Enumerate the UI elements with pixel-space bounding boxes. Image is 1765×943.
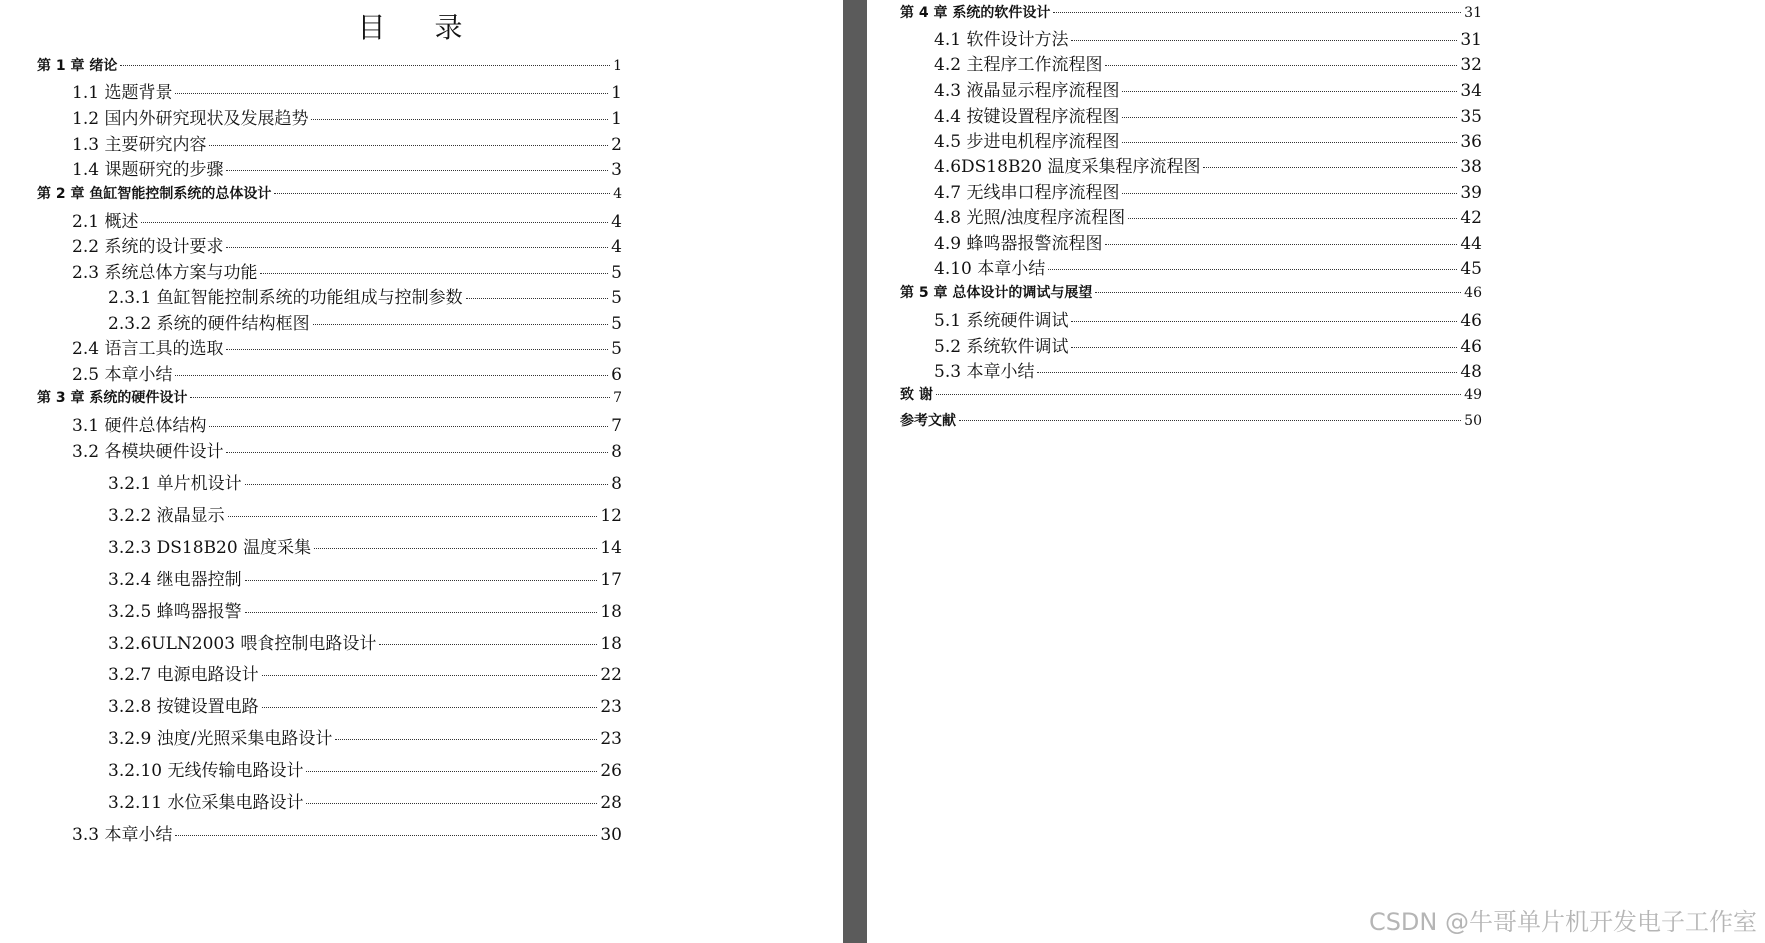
csdn-watermark: CSDN @牛哥单片机开发电子工作室 — [1368, 908, 1757, 936]
toc-entry-page: 42 — [1460, 208, 1482, 228]
toc-dot-leader — [175, 835, 597, 836]
toc-dot-leader — [141, 222, 608, 223]
toc-entry-page: 5 — [611, 314, 622, 334]
toc-entry[interactable] — [934, 203, 1482, 228]
toc-title: 目 录 — [357, 11, 483, 44]
toc-dot-leader — [228, 516, 598, 517]
toc-entry[interactable] — [900, 282, 1482, 302]
toc-entry-title: 3.2.4 继电器控制 — [108, 570, 242, 590]
toc-entry-page: 39 — [1460, 183, 1482, 203]
toc-entry-page: 4 — [611, 237, 622, 257]
toc-entry[interactable] — [108, 756, 622, 781]
toc-entry[interactable] — [72, 411, 622, 436]
toc-entry-title: 3.3 本章小结 — [72, 825, 173, 845]
toc-entry[interactable] — [72, 232, 622, 257]
toc-entry-title: 2.1 概述 — [72, 212, 139, 232]
toc-entry[interactable] — [72, 130, 622, 155]
toc-dot-leader — [959, 420, 1461, 421]
toc-dot-leader — [379, 644, 597, 645]
toc-entry[interactable] — [934, 229, 1482, 254]
toc-entry-page: 1 — [611, 83, 622, 103]
toc-entry[interactable] — [72, 155, 622, 180]
toc-dot-leader — [245, 580, 598, 581]
toc-entry-title: 4.5 步进电机程序流程图 — [934, 132, 1120, 152]
toc-entry-page: 45 — [1460, 259, 1482, 279]
toc-entry-title: 5.2 系统软件调试 — [934, 337, 1069, 357]
toc-entry-title: 4.3 液晶显示程序流程图 — [934, 81, 1120, 101]
toc-entry[interactable] — [108, 469, 622, 494]
toc-entry[interactable] — [108, 788, 622, 813]
toc-entry-title: 3.2.11 水位采集电路设计 — [108, 793, 304, 813]
toc-entry-title: 4.4 按键设置程序流程图 — [934, 107, 1120, 127]
toc-entry-title: 5.1 系统硬件调试 — [934, 311, 1069, 331]
toc-entry-page: 46 — [1460, 337, 1482, 357]
toc-dot-leader — [466, 298, 609, 299]
toc-dot-leader — [274, 193, 610, 194]
toc-dot-leader — [226, 247, 608, 248]
toc-entry-page: 18 — [600, 602, 622, 622]
toc-entry-title: 3.2.8 按键设置电路 — [108, 697, 259, 717]
toc-dot-leader — [1122, 142, 1457, 143]
toc-entry-page: 31 — [1460, 30, 1482, 50]
toc-entry[interactable] — [108, 533, 622, 558]
toc-entry[interactable] — [72, 78, 622, 103]
toc-entry-page: 17 — [600, 570, 622, 590]
toc-entry-page: 14 — [600, 538, 622, 558]
toc-entry-title: 第 1 章 绪论 — [37, 58, 118, 74]
toc-entry[interactable] — [934, 178, 1482, 203]
toc-entry-title: 3.2.6ULN2003 喂食控制电路设计 — [108, 634, 377, 654]
toc-dot-leader — [260, 273, 608, 274]
toc-entry[interactable] — [900, 2, 1482, 22]
toc-entry-title: 第 5 章 总体设计的调试与展望 — [900, 285, 1093, 301]
toc-entry-title: 2.4 语言工具的选取 — [72, 339, 224, 359]
toc-dot-leader — [313, 324, 609, 325]
toc-entry-page: 8 — [611, 442, 622, 462]
toc-entry-title: 4.9 蜂鸣器报警流程图 — [934, 234, 1103, 254]
toc-entry-title: 2.3.1 鱼缸智能控制系统的功能组成与控制参数 — [108, 288, 463, 308]
toc-entry[interactable] — [72, 207, 622, 232]
toc-dot-leader — [1071, 347, 1457, 348]
toc-entry[interactable] — [900, 384, 1482, 404]
toc-entry-title: 3.2.2 液晶显示 — [108, 506, 225, 526]
toc-entry-title: 4.7 无线串口程序流程图 — [934, 183, 1120, 203]
toc-dot-leader — [262, 707, 598, 708]
toc-entry[interactable] — [72, 820, 622, 845]
toc-entry[interactable] — [72, 104, 622, 129]
toc-entry[interactable] — [108, 597, 622, 622]
toc-entry-page: 3 — [611, 160, 622, 180]
toc-page-right — [867, 0, 1765, 943]
toc-entry-page: 50 — [1464, 413, 1482, 429]
toc-dot-leader — [190, 397, 610, 398]
toc-entry-page: 8 — [611, 474, 622, 494]
toc-dot-leader — [175, 375, 608, 376]
toc-entry-page: 5 — [611, 263, 622, 283]
toc-dot-leader — [1037, 372, 1457, 373]
toc-entry-page: 5 — [611, 288, 622, 308]
toc-entry-title: 4.10 本章小结 — [934, 259, 1046, 279]
toc-entry-page: 32 — [1460, 55, 1482, 75]
toc-entry[interactable] — [934, 127, 1482, 152]
toc-entry-title: 1.4 课题研究的步骤 — [72, 160, 224, 180]
toc-dot-leader — [175, 93, 608, 94]
toc-entry[interactable] — [37, 55, 622, 75]
toc-dot-leader — [314, 548, 597, 549]
toc-entry-page: 48 — [1460, 362, 1482, 382]
toc-entry-title: 2.3 系统总体方案与功能 — [72, 263, 258, 283]
toc-entry[interactable] — [934, 102, 1482, 127]
toc-entry-title: 1.1 选题背景 — [72, 83, 173, 103]
toc-entry[interactable] — [934, 76, 1482, 101]
toc-entry-title: 参考文献 — [900, 413, 956, 429]
toc-dot-leader — [1105, 65, 1457, 66]
toc-dot-leader — [1122, 193, 1457, 194]
toc-dot-leader — [245, 612, 598, 613]
toc-entry[interactable] — [72, 360, 622, 385]
toc-entry[interactable] — [37, 183, 622, 203]
toc-entry-page: 49 — [1464, 387, 1482, 403]
toc-entry-page: 7 — [611, 416, 622, 436]
toc-dot-leader — [120, 65, 610, 66]
toc-dot-leader — [226, 452, 608, 453]
toc-entry[interactable] — [108, 309, 622, 334]
toc-entry[interactable] — [108, 283, 622, 308]
toc-entry[interactable] — [72, 258, 622, 283]
toc-dot-leader — [1128, 218, 1457, 219]
toc-entry[interactable] — [108, 565, 622, 590]
toc-entry-page: 34 — [1460, 81, 1482, 101]
toc-entry-page: 5 — [611, 339, 622, 359]
toc-entry[interactable] — [72, 334, 622, 359]
toc-entry-title: 2.3.2 系统的硬件结构框图 — [108, 314, 310, 334]
toc-entry-title: 2.5 本章小结 — [72, 365, 173, 385]
toc-dot-leader — [306, 803, 597, 804]
toc-entry-title: 5.3 本章小结 — [934, 362, 1035, 382]
toc-entry[interactable] — [934, 357, 1482, 382]
toc-dot-leader — [262, 675, 598, 676]
toc-entry-title: 致 谢 — [900, 387, 933, 403]
toc-entry-page: 46 — [1460, 311, 1482, 331]
toc-dot-leader — [1105, 244, 1457, 245]
toc-entry[interactable] — [108, 629, 622, 654]
toc-entry-page: 46 — [1464, 285, 1482, 301]
toc-entry-title: 第 2 章 鱼缸智能控制系统的总体设计 — [37, 186, 272, 202]
toc-entry-page: 22 — [600, 665, 622, 685]
toc-entry-title: 第 4 章 系统的软件设计 — [900, 5, 1051, 21]
toc-dot-leader — [311, 119, 608, 120]
toc-entry-page: 31 — [1464, 5, 1482, 21]
toc-entry-page: 35 — [1460, 107, 1482, 127]
toc-dot-leader — [306, 771, 597, 772]
toc-dot-leader — [1071, 321, 1457, 322]
toc-entry[interactable] — [108, 724, 622, 749]
toc-entry[interactable] — [72, 437, 622, 462]
toc-entry[interactable] — [108, 660, 622, 685]
toc-entry-title: 3.2.10 无线传输电路设计 — [108, 761, 304, 781]
toc-entry-page: 28 — [600, 793, 622, 813]
toc-entry-title: 4.8 光照/浊度程序流程图 — [934, 208, 1126, 228]
toc-entry-page: 4 — [611, 212, 622, 232]
toc-entry-title: 3.2.5 蜂鸣器报警 — [108, 602, 242, 622]
toc-entry-title: 4.6DS18B20 温度采集程序流程图 — [934, 157, 1201, 177]
toc-dot-leader — [245, 484, 609, 485]
toc-entry-title: 4.2 主程序工作流程图 — [934, 55, 1103, 75]
toc-dot-leader — [1122, 91, 1457, 92]
toc-dot-leader — [1053, 12, 1461, 13]
toc-entry[interactable] — [934, 50, 1482, 75]
toc-dot-leader — [1071, 40, 1457, 41]
toc-entry-page: 7 — [613, 390, 622, 406]
toc-dot-leader — [209, 145, 608, 146]
toc-entry-title: 3.2.3 DS18B20 温度采集 — [108, 538, 312, 558]
toc-dot-leader — [335, 739, 597, 740]
toc-entry-page: 44 — [1460, 234, 1482, 254]
toc-dot-leader — [1203, 167, 1457, 168]
toc-entry-page: 26 — [600, 761, 622, 781]
toc-entry-page: 36 — [1460, 132, 1482, 152]
toc-dot-leader — [226, 349, 608, 350]
toc-entry-page: 23 — [600, 697, 622, 717]
toc-dot-leader — [209, 426, 608, 427]
toc-entry[interactable] — [934, 152, 1482, 177]
toc-entry-page: 1 — [613, 58, 622, 74]
toc-entry-page: 38 — [1460, 157, 1482, 177]
toc-entry-title: 第 3 章 系统的硬件设计 — [37, 390, 188, 406]
toc-entry[interactable] — [900, 410, 1482, 430]
toc-entry-title: 3.2.7 电源电路设计 — [108, 665, 259, 685]
toc-dot-leader — [1122, 117, 1457, 118]
toc-entry-page: 1 — [611, 109, 622, 129]
toc-entry-title: 1.3 主要研究内容 — [72, 135, 207, 155]
toc-entry-page: 12 — [600, 506, 622, 526]
toc-dot-leader — [1048, 269, 1457, 270]
toc-entry-title: 3.2.1 单片机设计 — [108, 474, 242, 494]
toc-entry[interactable] — [108, 692, 622, 717]
toc-entry-page: 23 — [600, 729, 622, 749]
toc-entry-title: 2.2 系统的设计要求 — [72, 237, 224, 257]
toc-entry-page: 6 — [611, 365, 622, 385]
toc-entry-title: 4.1 软件设计方法 — [934, 30, 1069, 50]
toc-dot-leader — [1095, 292, 1461, 293]
toc-entry-page: 30 — [600, 825, 622, 845]
toc-entry-page: 4 — [613, 186, 622, 202]
toc-entry-page: 18 — [600, 634, 622, 654]
toc-page-left — [0, 0, 843, 943]
toc-entry[interactable] — [934, 332, 1482, 357]
toc-entry-title: 3.1 硬件总体结构 — [72, 416, 207, 436]
toc-entry-title: 1.2 国内外研究现状及发展趋势 — [72, 109, 309, 129]
toc-entry[interactable] — [108, 501, 622, 526]
toc-dot-leader — [226, 170, 608, 171]
toc-entry[interactable] — [37, 387, 622, 407]
toc-entry[interactable] — [934, 25, 1482, 50]
toc-entry[interactable] — [934, 306, 1482, 331]
toc-entry-page: 2 — [611, 135, 622, 155]
toc-entry-title: 3.2 各模块硬件设计 — [72, 442, 224, 462]
toc-dot-leader — [936, 394, 1461, 395]
toc-entry[interactable] — [934, 254, 1482, 279]
page-gutter — [843, 0, 867, 943]
toc-entry-title: 3.2.9 浊度/光照采集电路设计 — [108, 729, 333, 749]
